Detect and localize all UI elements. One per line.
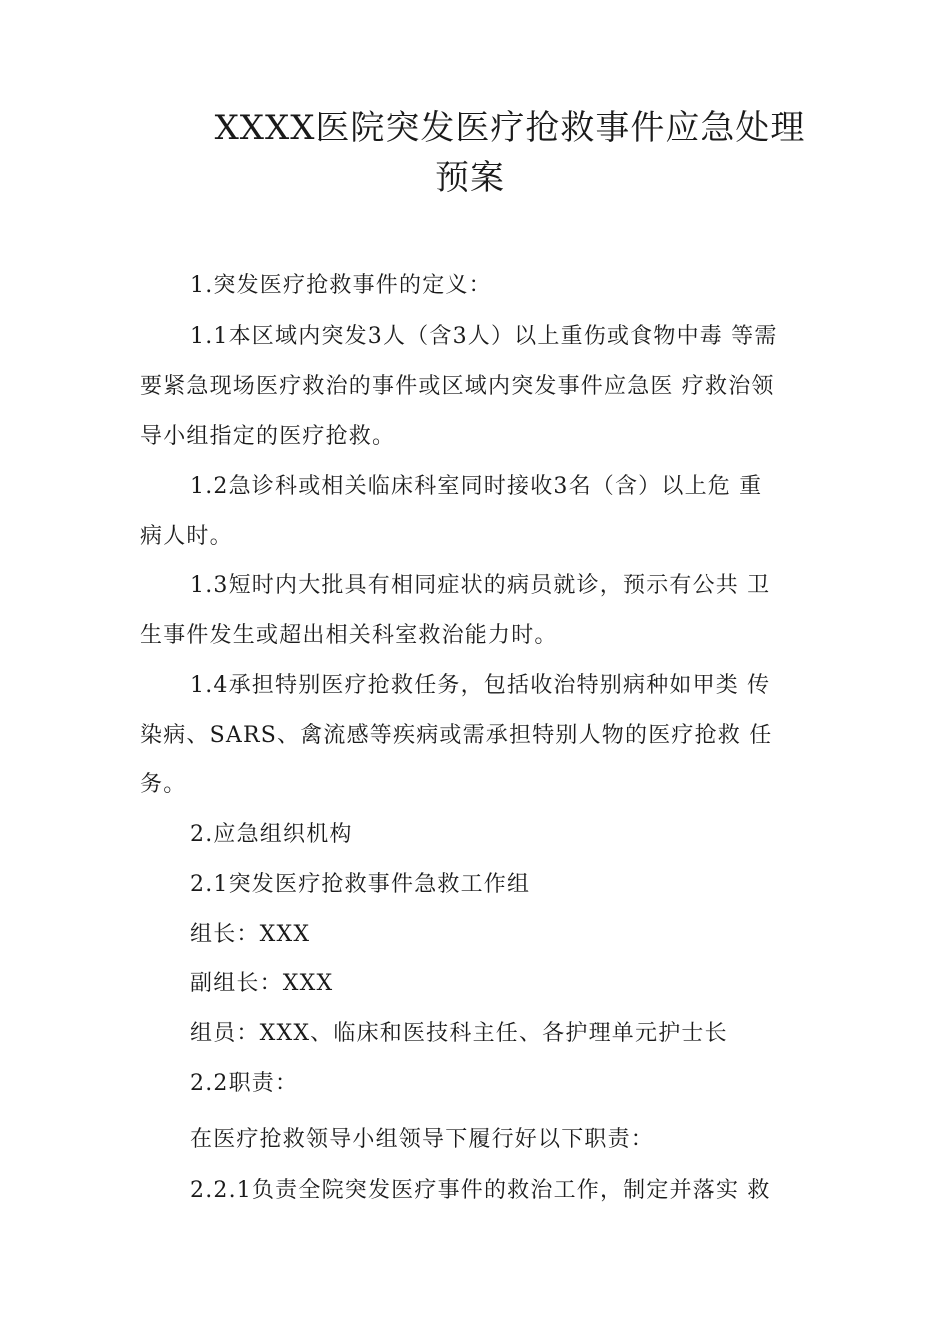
paragraph-1-4-line-2: 染病、SARS、禽流感等疾病或需承担特别人物的医疗抢救 任 [140, 723, 773, 748]
paragraph-1-3-line-2: 生事件发生或超出相关科室救治能力时。 [140, 623, 558, 648]
paragraph-1-4-line-3: 务。 [140, 772, 187, 797]
paragraph-1-2-line-2: 病人时。 [140, 524, 233, 549]
paragraph-1-4-line-1: 1.4承担特别医疗抢救任务，包括收治特别病种如甲类 传 [190, 673, 771, 698]
paragraph-2-2-1-line-1: 2.2.1负责全院突发医疗事件的救治工作，制定并落实 救 [190, 1178, 771, 1203]
group-leader-line: 组长：XXX [190, 922, 311, 947]
duties-intro-line: 在医疗抢救领导小组领导下履行好以下职责： [190, 1127, 655, 1152]
section-heading-2: 2.应急组织机构 [190, 822, 353, 847]
section-heading-1: 1.突发医疗抢救事件的定义： [190, 273, 492, 298]
paragraph-1-2-line-1: 1.2急诊科或相关临床科室同时接收3名（含）以上危 重 [190, 474, 763, 499]
deputy-leader-line: 副组长：XXX [190, 971, 334, 996]
document-title-line-1: XXXX医院突发医疗抢救事件应急处理 [214, 108, 806, 148]
group-members-line: 组员：XXX、临床和医技科主任、各护理单元护士长 [190, 1021, 728, 1046]
subsection-heading-2-1: 2.1突发医疗抢救事件急救工作组 [190, 872, 531, 897]
paragraph-1-3-line-1: 1.3短时内大批具有相同症状的病员就诊，预示有公共 卫 [190, 573, 771, 598]
paragraph-1-1-line-1: 1.1本区域内突发3人（含3人）以上重伤或食物中毒 等需 [190, 324, 778, 349]
document-title-line-2: 预案 [435, 158, 505, 198]
subsection-heading-2-2: 2.2职责： [190, 1071, 299, 1096]
paragraph-1-1-line-3: 导小组指定的医疗抢救。 [140, 424, 396, 449]
paragraph-1-1-line-2: 要紧急现场医疗救治的事件或区域内突发事件应急医 疗救治领 [140, 374, 775, 399]
